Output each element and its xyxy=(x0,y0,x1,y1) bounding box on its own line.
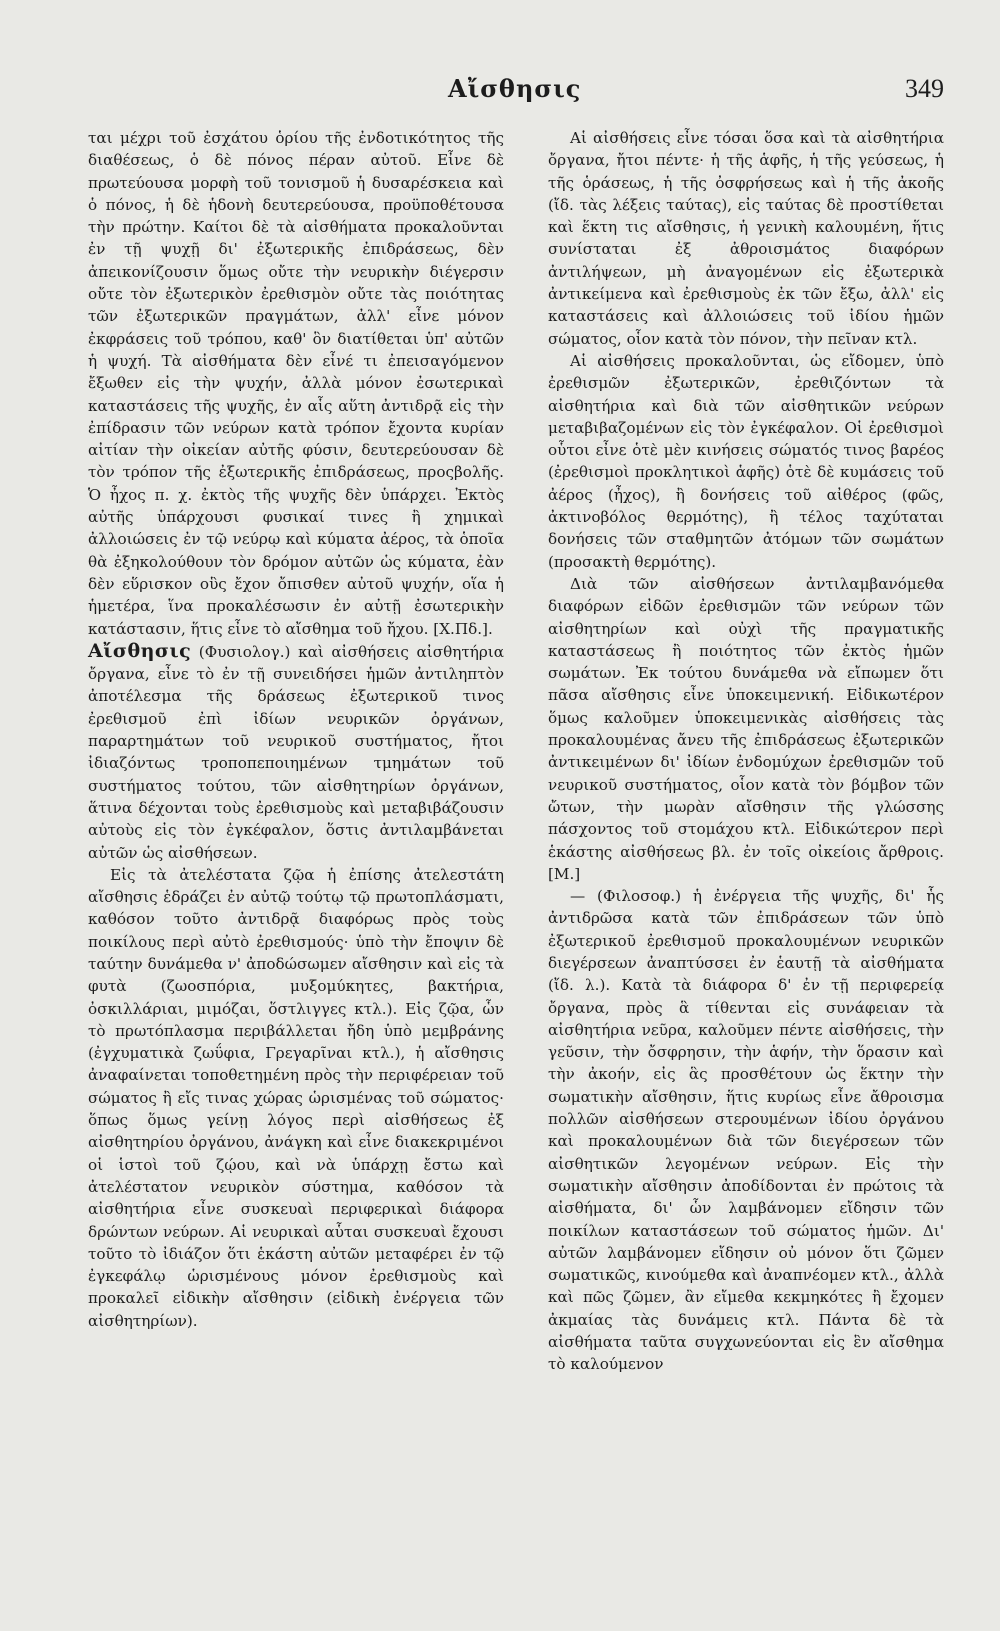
subentry-text: (Φιλοσοφ.) ἡ ἐνέργεια τῆς ψυχῆς, δι' ἧς ἀντιδρῶσα κατὰ τῶν ἐπιδράσεων τῶν ὑπὸ ἐξωτερικοῦ ἐρεθισμοῦ προκαλουμένων νευρικῶν διεγέρσεων ἀναπτύσσει ἐν ἑαυτῇ τὰ αἰσθήματα (ἴδ. λ.). Κατὰ τὰ διάφορα δ' ἐν τῇ περιφερείᾳ ὄργανα, πρὸς ἃ τίθενται εἰς συνάφειαν τὰ αἰσθητήρια νεῦρα, καλοῦμεν πέντε αἰσθήσεις, τὴν γεῦσιν, τὴν ὄσφρησιν, τὴν ἁφήν, τὴν ὅρασιν καὶ τὴν ἀκοήν, εἰς ἃς προσθέτουν ὡς ἕκτην τὴν σωματικὴν αἴσθησιν, ἥτις κυρίως εἶνε ἄθροισμα πολλῶν αἰσθήσεων στερουμένων ἰδίου ὀργάνου καὶ προκαλουμένων διὰ τῶν διεγέρσεων τῶν αἰσθητικῶν λεγομένων νεύρων. Εἰς τὴν σωματικὴν αἴσθησιν ἀποδίδονται ἐν πρώτοις τὰ αἰσθήματα, δι' ὧν λαμβάνομεν εἴδησιν τῶν ποικίλων καταστάσεων τοῦ σώματος ἡμῶν. Δι' αὐτῶν λαμβάνομεν εἴδησιν οὐ μόνον ὅτι ζῶμεν σωματικῶς, κινούμεθα καὶ ἀναπνέομεν κτλ., ἀλλὰ καὶ πῶς ζῶμεν, ἂν εἴμεθα κεκμηκότες ἢ ἔχομεν ἀκμαίας τὰς δυνάμεις κτλ. Πάντα δὲ τὰ αἰσθήματα ταῦτα συγχωνεύονται εἰς ἓν αἴσθημα τὸ καλούμενον xyxy=(548,887,944,1374)
page-header xyxy=(0,72,1000,112)
right-column xyxy=(548,127,944,1376)
entry-text: (Φυσιολογ.) καὶ αἰσθήσεις αἰσθητήρια ὄργανα, εἶνε τὸ ἐν τῇ συνειδήσει ἡμῶν ἀντιληπτὸν ἀποτέλεσμα τῆς δράσεως ἐξωτερικοῦ τινος ἐρεθισμοῦ ἐπὶ ἰδίων νευρικῶν ὀργάνων, παραρτημάτων τοῦ νευρικοῦ συστήματος, ἤτοι ἰδιαζόντως τροποπεποιημένων τμημάτων τοῦ συστήματος τούτου, τῶν αἰσθητηρίων ὀργάνων, ἅτινα δέχονται τοὺς ἐρεθισμοὺς καὶ μεταβιβάζουσιν αὐτοὺς εἰς τὸν ἐγκέφαλον, ὅστις ἀντιλαμβάνεται αὐτῶν ὡς αἰσθήσεων. xyxy=(88,642,504,862)
paragraph: Αἱ αἰσθήσεις προκαλοῦνται, ὡς εἴδομεν, ὑπὸ ἐρεθισμῶν ἐξωτερικῶν, ἐρεθιζόντων τὰ αἰσθητήρια καὶ διὰ τῶν αἰσθητικῶν νεύρων μεταβιβαζομένων εἰς τὸν ἐγκέφαλον. Οἱ ἐρεθισμοὶ οὗτοι εἶνε ὁτὲ μὲν κινήσεις σώματός τινος βαρέος (ἐρεθισμοὶ προκλητικοὶ ἁφῆς) ὁτὲ δὲ κυμάσεις τοῦ ἀέρος (ἦχος), ἢ δονήσεις τοῦ αἰθέρος (φῶς, ἀκτινοβόλος θερμότης), ἢ τέλος ταχύταται δονήσεις τῶν σταθμητῶν ἀτόμων τῶν σωμάτων (προσακτὴ θερμότης). xyxy=(548,351,944,571)
subentry-paragraph xyxy=(548,885,944,1376)
entry-headword: Αἴσθησις xyxy=(88,639,192,662)
paragraph: Εἰς τὰ ἀτελέστατα ζῷα ἡ ἐπίσης ἀτελεστάτη αἴσθησις ἑδράζει ἐν αὐτῷ τούτῳ τῷ πρωτοπλάσματι, καθόσον τοῦτο ἀντιδρᾷ διαφόρως πρὸς τοὺς ποικίλους περὶ αὐτὸ ἐρεθισμούς· ὑπὸ τὴν ἔποψιν δὲ ταύτην δυνάμεθα ν' ἀποδώσωμεν αἴσθησιν καὶ εἰς τὰ φυτὰ (ζωοσπόρια, μυξομύκητες, βακτήρια, ὀσκιλλάριαι, μιμόζαι, ὅστλιγγες κτλ.). Εἰς ζῷα, ὧν τὸ πρωτόπλασμα περιβάλλεται ἤδη ὑπὸ μεμβράνης (ἐγχυματικὰ ζωΰφια, Γρεγαρῖναι κτλ.), ἡ αἴσθησις ἀναφαίνεται τοποθετημένη πρὸς τὴν περιφέρειαν τοῦ σώματος ἢ εἴς τινας χώρας ὡρισμένας τοῦ σώματος· ὅπως ὅμως γείνῃ λόγος περὶ αἰσθήσεως ἐξ αἰσθητηρίου ὀργάνου, ἀνάγκη καὶ εἶνε διακεκριμένοι οἱ ἱστοὶ τοῦ ζῴου, καὶ νὰ ὑπάρχῃ ἔστω καὶ ἀτελέστατον νευρικὸν σύστημα, καθόσον τὰ αἰσθητήρια εἶνε συσκευαὶ περιφερικαὶ διάφορα δρώντων νεύρων. Αἱ νευρικαὶ αὗται συσκευαὶ ἔχουσι τοῦτο τὸ ἰδιάζον ὅτι ἑκάστη αὐτῶν μεταφέρει ἐν τῷ ἐγκεφάλῳ ὡρισμένους μόνον ἐρεθισμοὺς καὶ προκαλεῖ εἰδικὴν αἴσθησιν (εἰδικὴ ἐνέργεια τῶν αἰσθητηρίων). xyxy=(88,865,504,1330)
paragraph: ται μέχρι τοῦ ἐσχάτου ὁρίου τῆς ἐνδοτικότητος τῆς διαθέσεως, ὁ δὲ πόνος πέραν αὐτοῦ. Εἶνε δὲ πρωτεύουσα μορφὴ τοῦ τονισμοῦ ἡ δυσαρέσκεια καὶ ὁ πόνος, ἡ δὲ ἡδονὴ δευτερεύουσα, προϋποθέτουσα τὴν πρώτην. Καίτοι δὲ τὰ αἰσθήματα προκαλοῦνται ἐν τῇ ψυχῇ δι' ἐξωτερικῆς ἐπιδράσεως, δὲν ἀπεικονίζουσιν ὅμως οὔτε τὴν νευρικὴν διέγερσιν οὔτε τὸν ἐξωτερικὸν ἐρεθισμὸν οὔτε τὰς ποιότητας τῶν ἐξωτερικῶν πραγμάτων, ἀλλ' εἶνε μόνον ἐκφράσεις τοῦ τρόπου, καθ' ὃν διατίθεται ὑπ' αὐτῶν ἡ ψυχή. Τὰ αἰσθήματα δὲν εἶνέ τι ἐπεισαγόμενον ἔξωθεν εἰς τὴν ψυχήν, ἀλλὰ μόνον ἐσωτερικαὶ καταστάσεις τῆς ψυχῆς, ἐν αἷς αὕτη ἀντιδρᾷ εἰς τὴν ἐπίδρασιν τῶν νεύρων κατὰ τρόπον ἔχοντα κυρίαν αἰτίαν τὴν οἰκείαν αὐτῆς φύσιν, δευτερεύουσαν δὲ τὸν τρόπον τῆς ἐξωτερικῆς ἐπιδράσεως, προςβολῆς. Ὁ ἦχος π. χ. ἐκτὸς τῆς ψυχῆς δὲν ὑπάρχει. Ἐκτὸς αὐτῆς ὑπάρχουσι φυσικαί τινες ἢ χημικαὶ ἀλλοιώσεις ἐν τῷ νεύρῳ καὶ κύματα ἀέρος, τὰ ὁποῖα θὰ ἐξηκολούθουν τὸν δρόμον αὐτῶν ὡς κύματα, ἐὰν δὲν εὕρισκον οὓς ἔχον ὄπισθεν αὐτοῦ ψυχήν, οἵα ἡ ἡμετέρα, ἵνα προκαλέσωσιν ἐν αὐτῇ ἐσωτερικὴν κατάστασιν, ἥτις εἶνε τὸ αἴσθημα τοῦ ἤχου. [Χ.Πδ.]. xyxy=(88,129,504,638)
paragraph: Διὰ τῶν αἰσθήσεων ἀντιλαμβανόμεθα διαφόρων εἰδῶν ἐρεθισμῶν τῶν νεύρων τῶν αἰσθητηρίων καὶ οὐχὶ τῆς πραγματικῆς καταστάσεως ἢ ποιότητος τῶν ἐκτὸς ἡμῶν σωμάτων. Ἐκ τούτου δυνάμεθα νὰ εἴπωμεν ὅτι πᾶσα αἴσθησις εἶνε ὑποκειμενική. Εἰδικωτέρον ὅμως καλοῦμεν ὑποκειμενικὰς αἰσθήσεις τὰς προκαλουμένας ἄνευ τῆς ἐπιδράσεως ἐξωτερικῶν ἀντικειμένων δι' ἰδίων ἐνδομύχων ἐρεθισμῶν τοῦ νευρικοῦ συστήματος, οἷον κατὰ τὸν βόμβον τῶν ὤτων, τὴν μωρὰν αἴσθησιν τῆς γλώσσης πάσχοντος τοῦ στομάχου κτλ. Εἰδικώτερον περὶ ἑκάστης αἰσθήσεως βλ. ἐν τοῖς οἰκείοις ἄρθροις. [Μ.] xyxy=(548,574,944,883)
page-number: 349 xyxy=(905,74,944,103)
entry-paragraph xyxy=(88,640,504,864)
paragraph: Αἱ αἰσθήσεις εἶνε τόσαι ὅσα καὶ τὰ αἰσθητήρια ὄργανα, ἤτοι πέντε· ἡ τῆς ἁφῆς, ἡ τῆς γεύσεως, ἡ τῆς ὁράσεως, ἡ τῆς ὀσφρήσεως καὶ ἡ τῆς ἀκοῆς (ἴδ. τὰς λέξεις ταύτας), εἰς ταύτας δὲ προστίθεται καὶ ἕκτη τις αἴσθησις, ἡ γενικὴ καλουμένη, ἥτις συνίσταται ἐξ ἀθροισμάτος διαφόρων ἀντιλήψεων, μὴ ἀναγομένων εἰς ἐξωτερικὰ ἀντικείμενα καὶ ἐρεθισμοὺς ἐκ τῶν ἔξω, ἀλλ' εἰς καταστάσεις καὶ ἀλλοιώσεις τοῦ ἰδίου ἡμῶν σώματος, οἷον κατὰ τὸν πόνον, τὴν πεῖναν κτλ. xyxy=(548,129,944,348)
running-title: Αἴσθησις xyxy=(448,74,582,103)
subentry-dash: — xyxy=(570,887,598,906)
left-column xyxy=(88,127,504,1332)
